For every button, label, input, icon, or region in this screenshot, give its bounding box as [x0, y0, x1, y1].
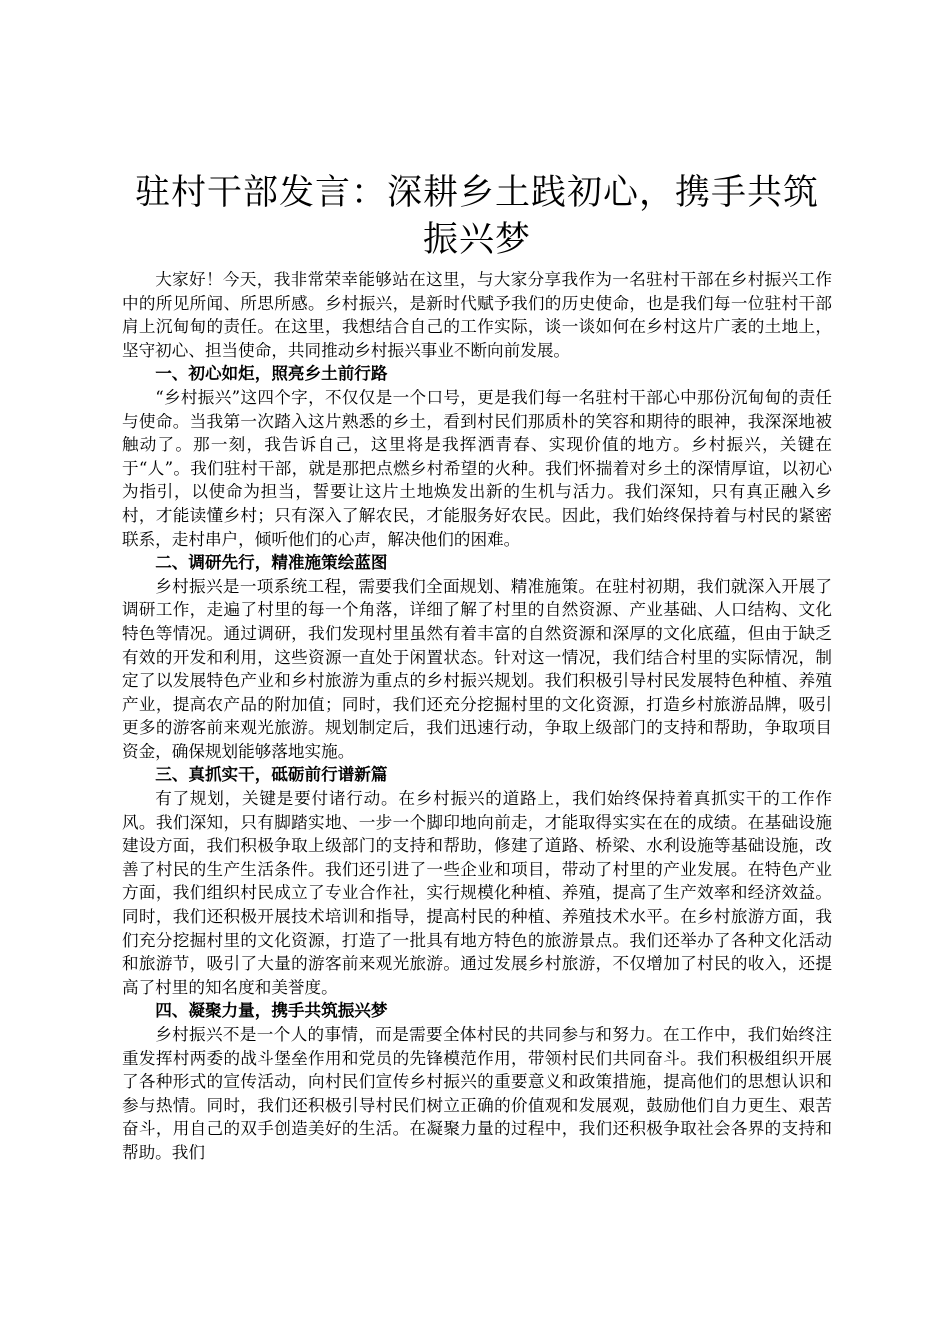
section-paragraph-4: 乡村振兴不是一个人的事情，而是需要全体村民的共同参与和努力。在工作中，我们始终注重发挥村两委的战斗堡垒作用和党员的先锋模范作用，带领村民们共同奋斗。我们积极组织开展了各种形式的宣传活动，向村民们宣传乡村振兴的重要意义和政策措施，提高他们的思想认识和参与热情。同时，我们还积极引导村民们树立正确的价值观和发展观，鼓励他们自力更生、艰苦奋斗，用自己的双手创造美好的生活。在凝聚力量的过程中，我们还积极争取社会各界的支持和帮助。我们 — [122, 1025, 832, 1162]
document-title: 驻村干部发言：深耕乡土践初心，携手共筑振兴梦 — [134, 173, 819, 260]
section-heading-4: 四、凝聚力量，携手共筑振兴梦 — [155, 1000, 388, 1021]
section-heading-3: 三、真抓实干，砥砺前行谱新篇 — [155, 764, 388, 785]
section-paragraph-2: 乡村振兴是一项系统工程，需要我们全面规划、精准施策。在驻村初期，我们就深入开展了调研工作，走遍了村里的每一个角落，详细了解了村里的自然资源、产业基础、人口结构、文化特色等情况。通过调研，我们发现村里虽然有着丰富的自然资源和深厚的文化底蕴，但由于缺乏有效的开发和利用，这些资源一直处于闲置状态。针对这一情况，我们结合村里的实际情况，制定了以发展特色产业和乡村旅游为重点的乡村振兴规划。我们积极引导村民发展特色种植、养殖产业，提高农产品的附加值；同时，我们还充分挖掘村里的文化资源，打造乡村旅游品牌，吸引更多的游客前来观光旅游。规划制定后，我们迅速行动，争取上级部门的支持和帮助，争取项目资金，确保规划能够落地实施。 — [122, 576, 832, 761]
section-heading-2: 二、调研先行，精准施策绘蓝图 — [155, 552, 388, 573]
section-heading-1: 一、初心如炬，照亮乡土前行路 — [155, 363, 388, 384]
section-paragraph-3: 有了规划，关键是要付诸行动。在乡村振兴的道路上，我们始终保持着真抓实干的工作作风。我们深知，只有脚踏实地、一步一个脚印地向前走，才能取得实实在在的成绩。在基础设施建设方面，我们积极争取上级部门的支持和帮助，修建了道路、桥梁、水利设施等基础设施，改善了村民的生产生活条件。我们还引进了一些企业和项目，带动了村里的产业发展。在特色产业方面，我们组织村民成立了专业合作社，实行规模化种植、养殖，提高了生产效率和经济效益。同时，我们还积极开展技术培训和指导，提高村民的种植、养殖技术水平。在乡村旅游方面，我们充分挖掘村里的文化资源，打造了一批具有地方特色的旅游景点。我们还举办了各种文化活动和旅游节，吸引了大量的游客前来观光旅游。通过发展乡村旅游，不仅增加了村民的收入，还提高了村里的知名度和美誉度。 — [122, 789, 832, 997]
document-page — [122, 170, 832, 1165]
intro-paragraph: 大家好！今天，我非常荣幸能够站在这里，与大家分享我作为一名驻村干部在乡村振兴工作中的所见所闻、所思所感。乡村振兴，是新时代赋予我们的历史使命，也是我们每一位驻村干部肩上沉甸甸的责任。在这里，我想结合自己的工作实际，谈一谈如何在乡村这片广袤的土地上，坚守初心、担当使命，共同推动乡村振兴事业不断向前发展。 — [122, 270, 832, 360]
section-paragraph-1: “乡村振兴”这四个字，不仅仅是一个口号，更是我们每一名驻村干部心中那份沉甸甸的责任与使命。当我第一次踏入这片熟悉的乡土，看到村民们那质朴的笑容和期待的眼神，我深深地被触动了。那一刻，我告诉自己，这里将是我挥洒青春、实现价值的地方。乡村振兴，关键在于“人”。我们驻村干部，就是那把点燃乡村希望的火种。我们怀揣着对乡土的深情厚谊，以初心为指引，以使命为担当，誓要让这片土地焕发出新的生机与活力。我们深知，只有真正融入乡村，才能读懂乡村；只有深入了解农民，才能服务好农民。因此，我们始终保持着与村民的紧密联系，走村串户，倾听他们的心声，解决他们的困难。 — [122, 387, 832, 549]
